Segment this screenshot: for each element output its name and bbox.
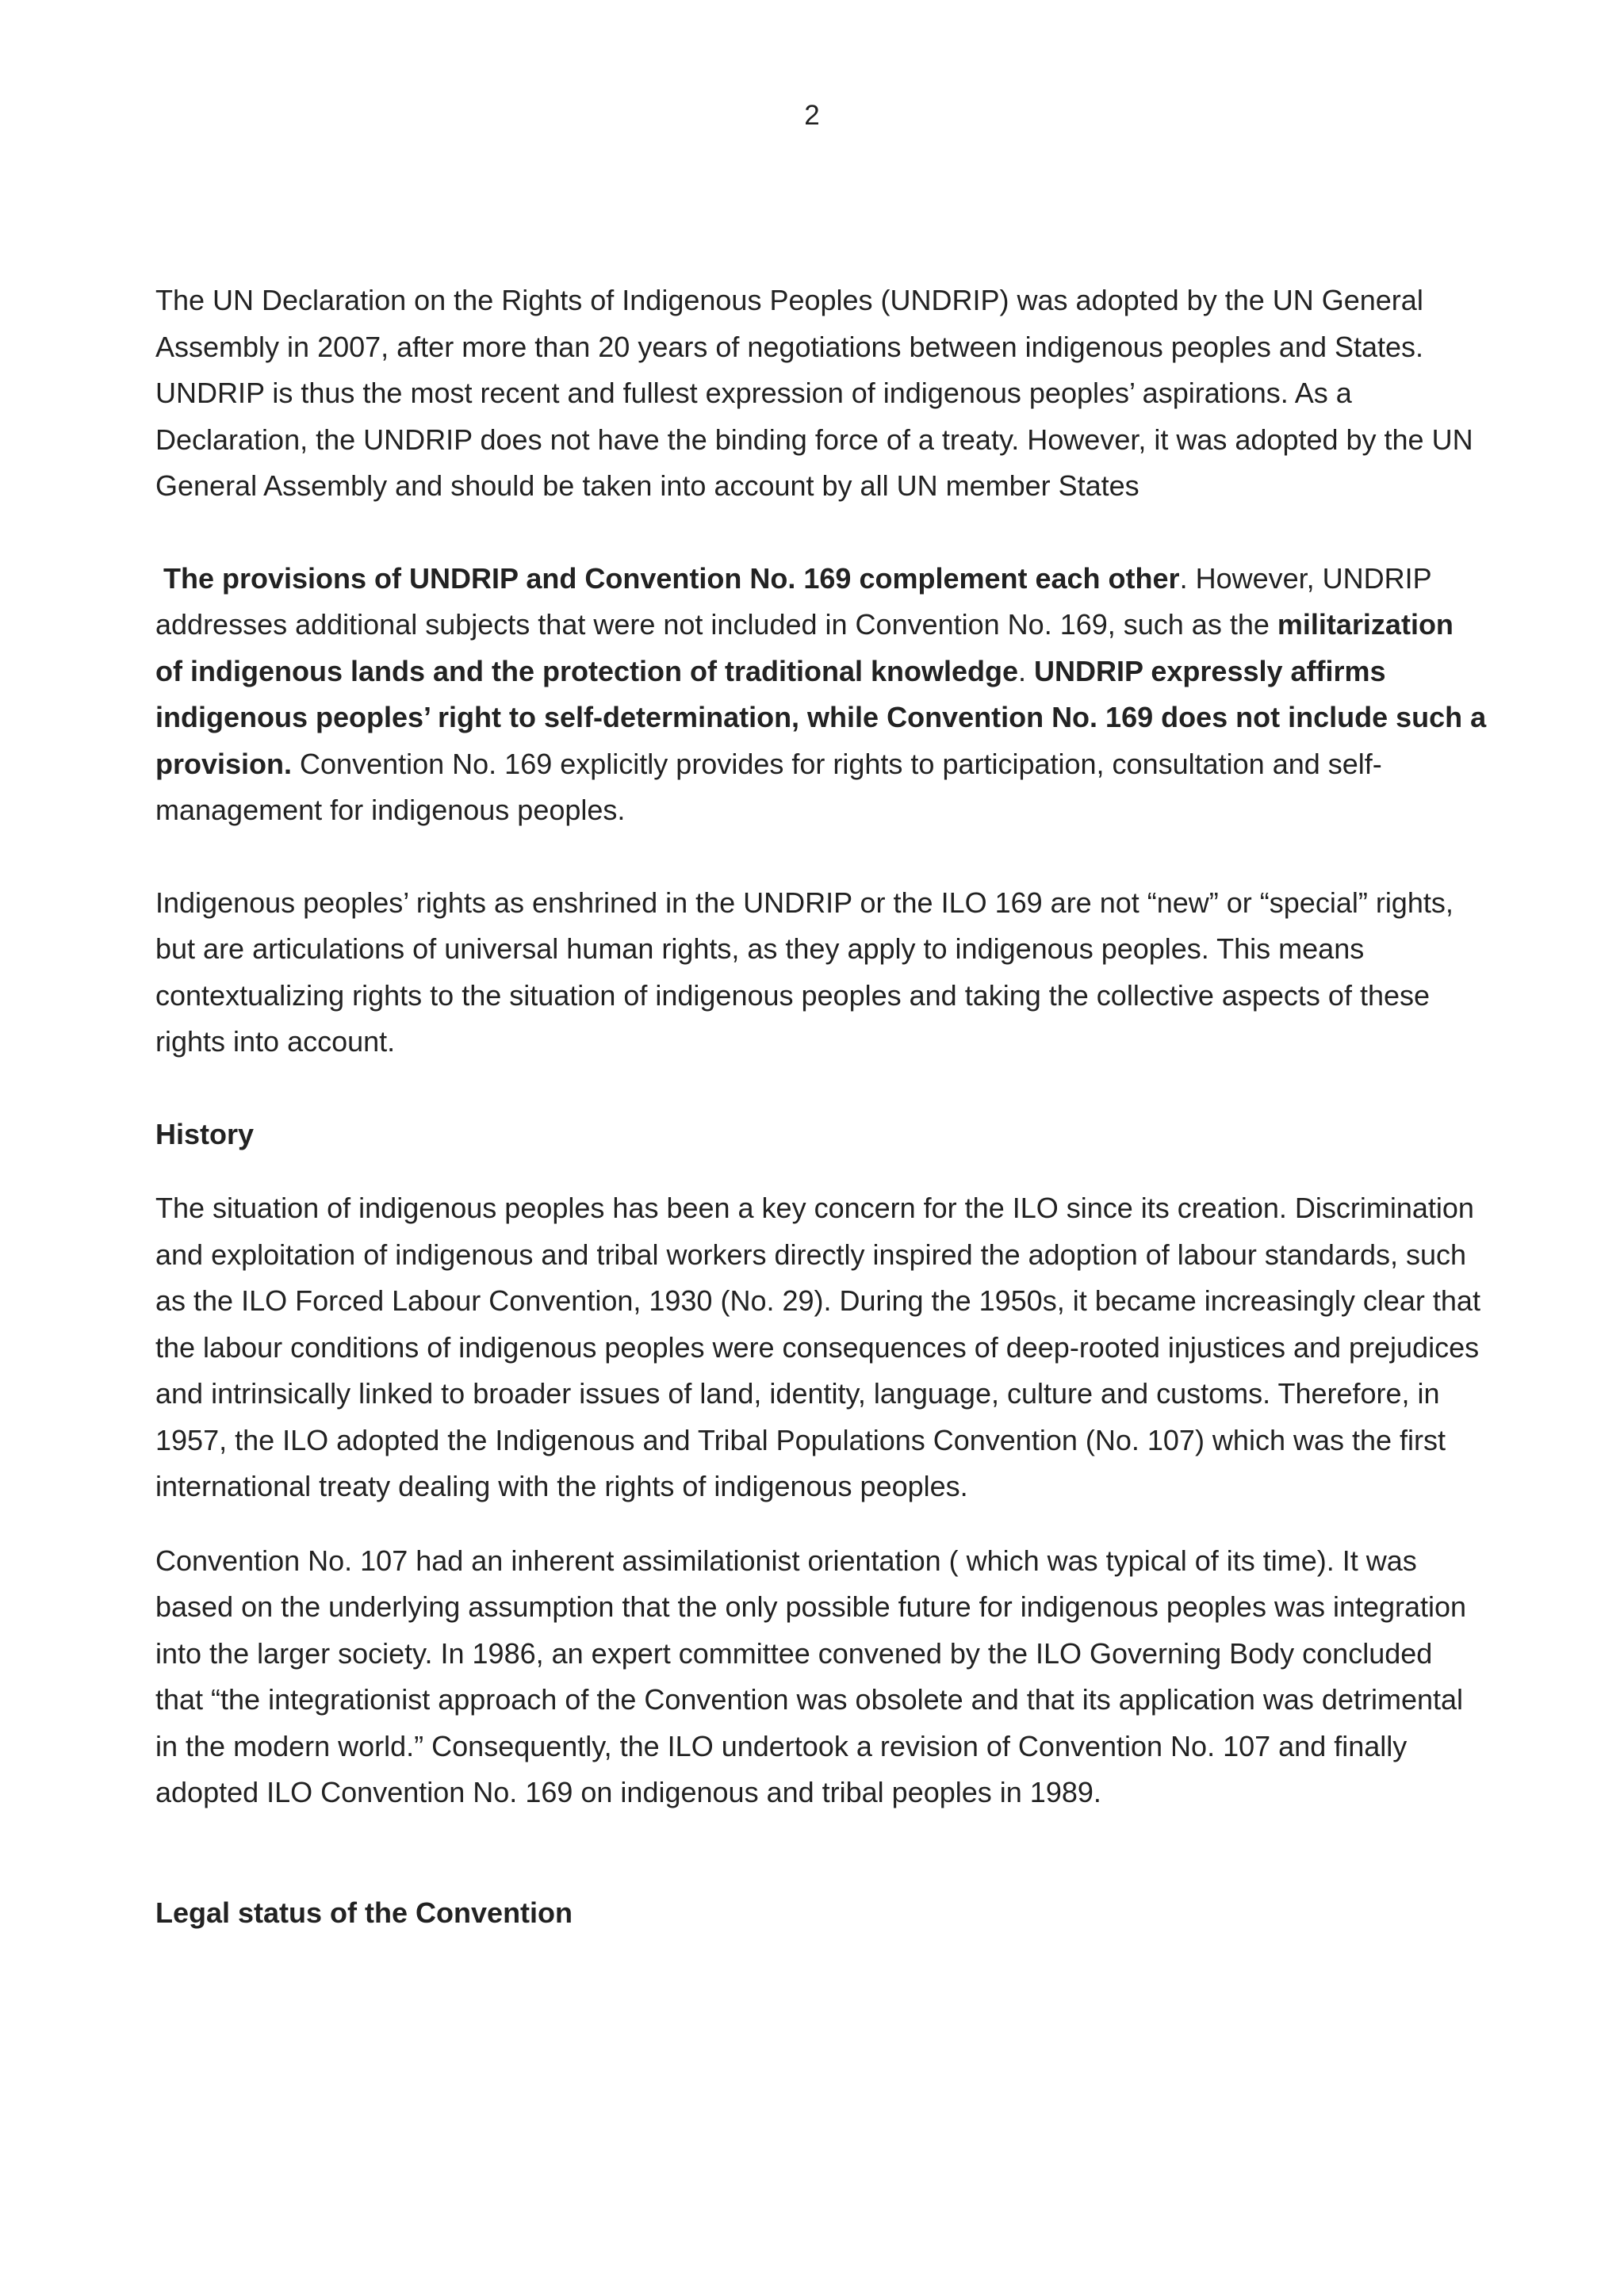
heading-history: History	[155, 1117, 255, 1150]
paragraph-undrip-vs-convention	[155, 556, 1488, 834]
page-number: 2	[804, 100, 820, 131]
text-additional-subjects: . However, UNDRIP addresses additional subjects that were not included in Convention No. 169, such as the	[155, 561, 1431, 641]
paragraph-history-ilo: The situation of indigenous peoples has been a key concern for the ILO since its creation. Discrimination and exploitation of indigenous and tribal workers directly inspired the adoption of labour standards, such as the ILO Forced Labour Convention, 1930 (No. 29). During the 1950s, it became increasingly clear that the labour conditions of indigenous peoples were consequences of deep-rooted injustices and prejudices and intrinsically linked to broader issues of land, identity, language, culture and customs. Therefore, in 1957, the ILO adopted the Indigenous and Tribal Populations Convention (No. 107) which was the first international treaty dealing with the rights of indigenous peoples.	[155, 1192, 1480, 1502]
bold-complement: The provisions of UNDRIP and Convention No. 169 complement each other	[163, 561, 1180, 595]
text-separator: .	[1018, 654, 1035, 687]
paragraph-universal-rights: Indigenous peoples’ rights as enshrined in the UNDRIP or the ILO 169 are not “new” or “special” rights, but are articulations of universal human rights, as they apply to indigenous peoples. This means contextualizing rights to the situation of indigenous peoples and taking the collective aspects of these rights into account.	[155, 886, 1454, 1058]
text-participation: Convention No. 169 explicitly provides for rights to participation, consultation and self-management for indigenous peoples.	[155, 747, 1382, 826]
heading-legal-status: Legal status of the Convention	[155, 1896, 573, 1929]
bold-militarization: militarization of indigenous lands and the protection of traditional knowledge	[155, 608, 1454, 687]
bold-self-determination: UNDRIP expressly affirms indigenous peoples’ right to self-determination, while Convention No. 169 does not include such a provision.	[155, 654, 1487, 780]
document-body	[155, 277, 1488, 1936]
paragraph-undrip-intro: The UN Declaration on the Rights of Indigenous Peoples (UNDRIP) was adopted by the UN General Assembly in 2007, after more than 20 years of negotiations between indigenous peoples and States. UNDRIP is thus the most recent and fullest expression of indigenous peoples’ aspirations. As a Declaration, the UNDRIP does not have the binding force of a treaty. However, it was adopted by the UN General Assembly and should be taken into account by all UN member States	[155, 284, 1473, 502]
paragraph-convention-107: Convention No. 107 had an inherent assimilationist orientation ( which was typical of its time). It was based on the underlying assumption that the only possible future for indigenous peoples was integration into the larger society. In 1986, an expert committee convened by the ILO Governing Body concluded that “the integrationist approach of the Convention was obsolete and that its application was detrimental in the modern world.” Consequently, the ILO undertook a revision of Convention No. 107 and finally adopted ILO Convention No. 169 on indigenous and tribal peoples in 1989.	[155, 1544, 1467, 1808]
